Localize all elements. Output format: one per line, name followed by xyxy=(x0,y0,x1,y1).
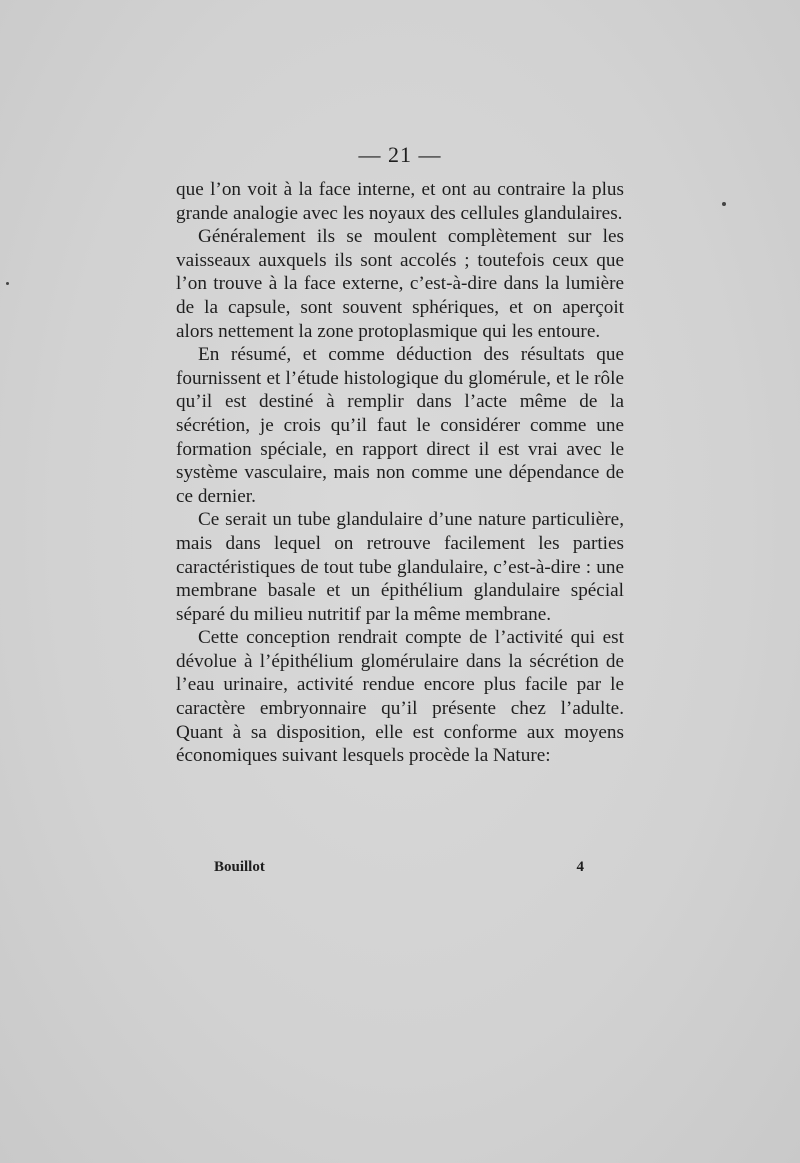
footer-author: Bouillot xyxy=(214,859,265,875)
page-number-header: — 21 — xyxy=(358,142,442,167)
paragraph-5: Cette conception rendrait compte de l’activité qui est dévolue à l’épithélium glomérulaire dans la sécrétion de l’eau urinaire, activité rendue encore plus facile par le caractère embryonnaire qu’il présente chez l’adulte. Quant à sa disposition, elle est conforme aux moyens économiques suivant lesquels procède la Nature: xyxy=(176,627,624,767)
page-footer xyxy=(214,859,584,876)
paragraph-4: Ce serait un tube glandulaire d’une nature particulière, mais dans lequel on retrouve facilement les parties caractéristiques de tout tube glandulaire, c’est-à-dire : une membrane basale et un épithélium glandulaire spécial séparé du milieu nutritif par la même membrane. xyxy=(176,509,624,625)
ink-speck xyxy=(722,202,726,206)
paragraph-3: En résumé, et comme déduction des résultats que fournissent et l’étude histologique du glomérule, et le rôle qu’il est destiné à remplir dans l’acte même de la sécrétion, je crois qu’il faut le considérer comme une formation spéciale, en rapport direct il est vrai avec le système vasculaire, mais non comme une dépendance de ce dernier. xyxy=(176,344,624,507)
body-text xyxy=(176,178,624,768)
paragraph-2: Généralement ils se moulent complètement sur les vaisseaux auxquels ils sont accolés ; toutefois ceux que l’on trouve à la face externe, c’est-à-dire dans la lumière de la capsule, sont souvent sphériques, et on aperçoit alors nettement la zone protoplasmique qui les entoure. xyxy=(176,226,624,342)
ink-speck xyxy=(6,282,9,285)
footer-signature-mark: 4 xyxy=(576,859,584,875)
paragraph-1: que l’on voit à la face interne, et ont au contraire la plus grande analogie avec les noyaux des cellules glandulaires. xyxy=(176,179,624,224)
